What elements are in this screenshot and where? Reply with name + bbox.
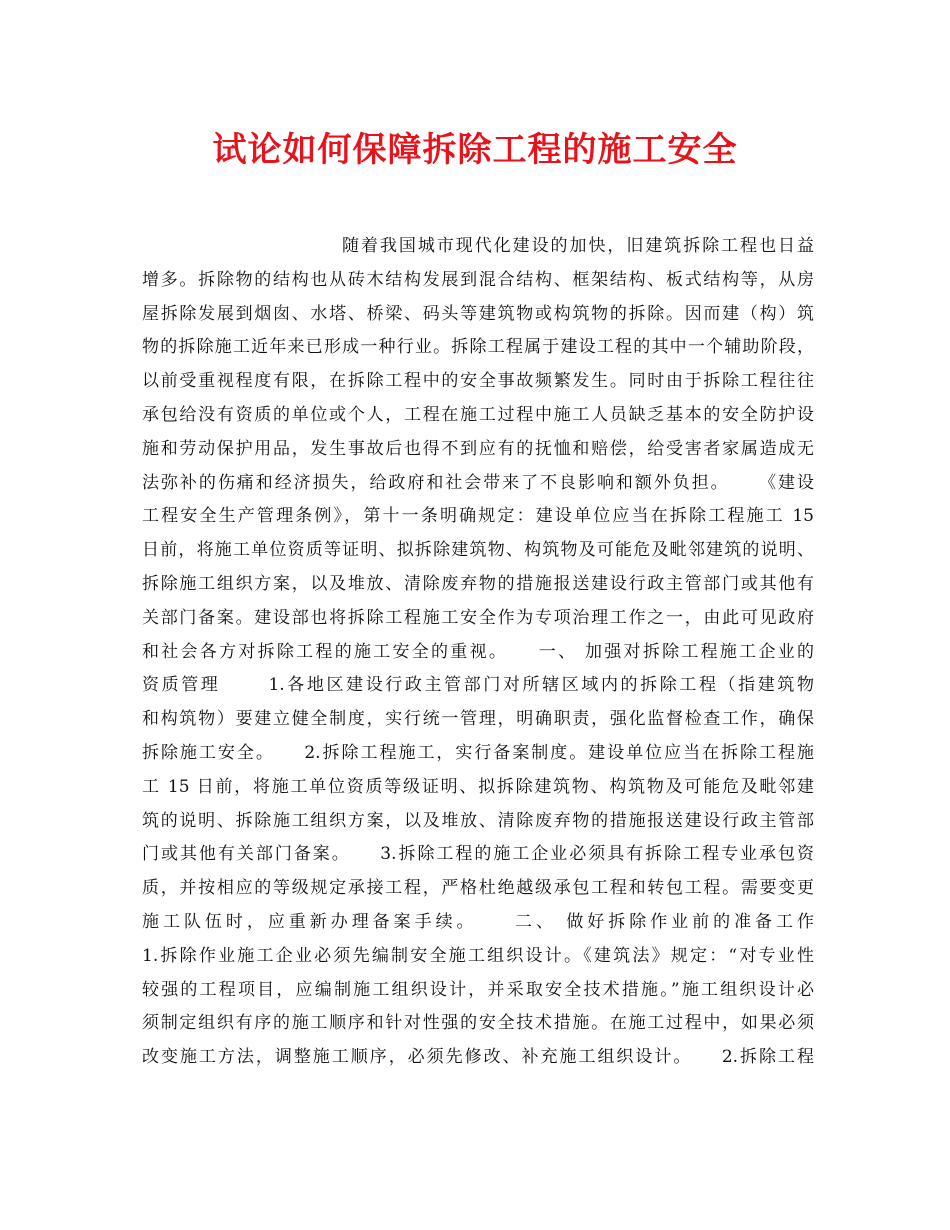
body-line: 施和劳动保护用品，发生事故后也得不到应有的抚恤和赔偿，给受害者家属造成无	[142, 438, 814, 459]
body-line: 改变施工方法，调整施工顺序，必须先修改、补充施工组织设计。 2.拆除工程	[142, 1047, 814, 1068]
body-line: 工程安全生产管理条例》，第十一条明确规定：建设单位应当在拆除工程施工 15	[142, 506, 814, 527]
body-line: 拆除施工组织方案，以及堆放、清除废弃物的措施报送建设行政主管部门或其他有	[142, 573, 814, 594]
body-line: 拆除施工安全。 2.拆除工程施工，实行备案制度。建设单位应当在拆除工程施	[142, 742, 814, 763]
body-line: 须制定组织有序的施工顺序和针对性强的安全技术措施。在施工过程中，如果必须	[142, 1013, 814, 1034]
body-line: 随着我国城市现代化建设的加快，旧建筑拆除工程也日益	[342, 236, 814, 256]
body-line: 日前，将施工单位资质等证明、拟拆除建筑物、构筑物及可能危及毗邻建筑的说明、	[142, 540, 814, 561]
body-line: 以前受重视程度有限，在拆除工程中的安全事故频繁发生。同时由于拆除工程往往	[142, 371, 814, 392]
body-line: 增多。拆除物的结构也从砖木结构发展到混合结构、框架结构、板式结构等，从房	[142, 269, 814, 290]
body-line: 筑的说明、拆除施工组织方案，以及堆放、清除废弃物的措施报送建设行政主管部	[142, 810, 814, 831]
body-line: 资质管理 1.各地区建设行政主管部门对所辖区域内的拆除工程（指建筑物	[142, 675, 814, 696]
body-line: 质，并按相应的等级规定承接工程，严格杜绝越级承包工程和转包工程。需要变更	[142, 878, 814, 899]
body-line: 屋拆除发展到烟囱、水塔、桥梁、码头等建筑物或构筑物的拆除。因而建（构）筑	[142, 303, 814, 324]
document-title: 试论如何保障拆除工程的施工安全	[212, 130, 738, 170]
body-line: 工 15 日前，将施工单位资质等级证明、拟拆除建筑物、构筑物及可能危及毗邻建	[142, 776, 814, 797]
body-line: 法弥补的伤痛和经济损失，给政府和社会带来了不良影响和额外负担。 《建设	[142, 472, 814, 493]
body-line: 承包给没有资质的单位或个人，工程在施工过程中施工人员缺乏基本的安全防护设	[142, 404, 814, 425]
body-line: 和构筑物）要建立健全制度，实行统一管理，明确职责，强化监督检查工作，确保	[142, 709, 814, 730]
body-line: 物的拆除施工近年来已形成一种行业。拆除工程属于建设工程的其中一个辅助阶段，	[142, 337, 814, 358]
body-line: 门或其他有关部门备案。 3.拆除工程的施工企业必须具有拆除工程专业承包资	[142, 844, 814, 865]
body-line: 较强的工程项目，应编制施工组织设计，并采取安全技术措施。”施工组织设计必	[142, 979, 814, 1000]
body-line: 关部门备案。建设部也将拆除工程施工安全作为专项治理工作之一，由此可见政府	[142, 607, 814, 628]
body-line: 施工队伍时，应重新办理备案手续。 二、 做好拆除作业前的准备工作	[142, 911, 814, 932]
body-line: 1.拆除作业施工企业必须先编制安全施工组织设计。《建筑法》规定：“对专业性	[142, 945, 814, 966]
document-body	[142, 230, 814, 1075]
body-line: 和社会各方对拆除工程的施工安全的重视。 一、 加强对拆除工程施工企业的	[142, 641, 814, 662]
